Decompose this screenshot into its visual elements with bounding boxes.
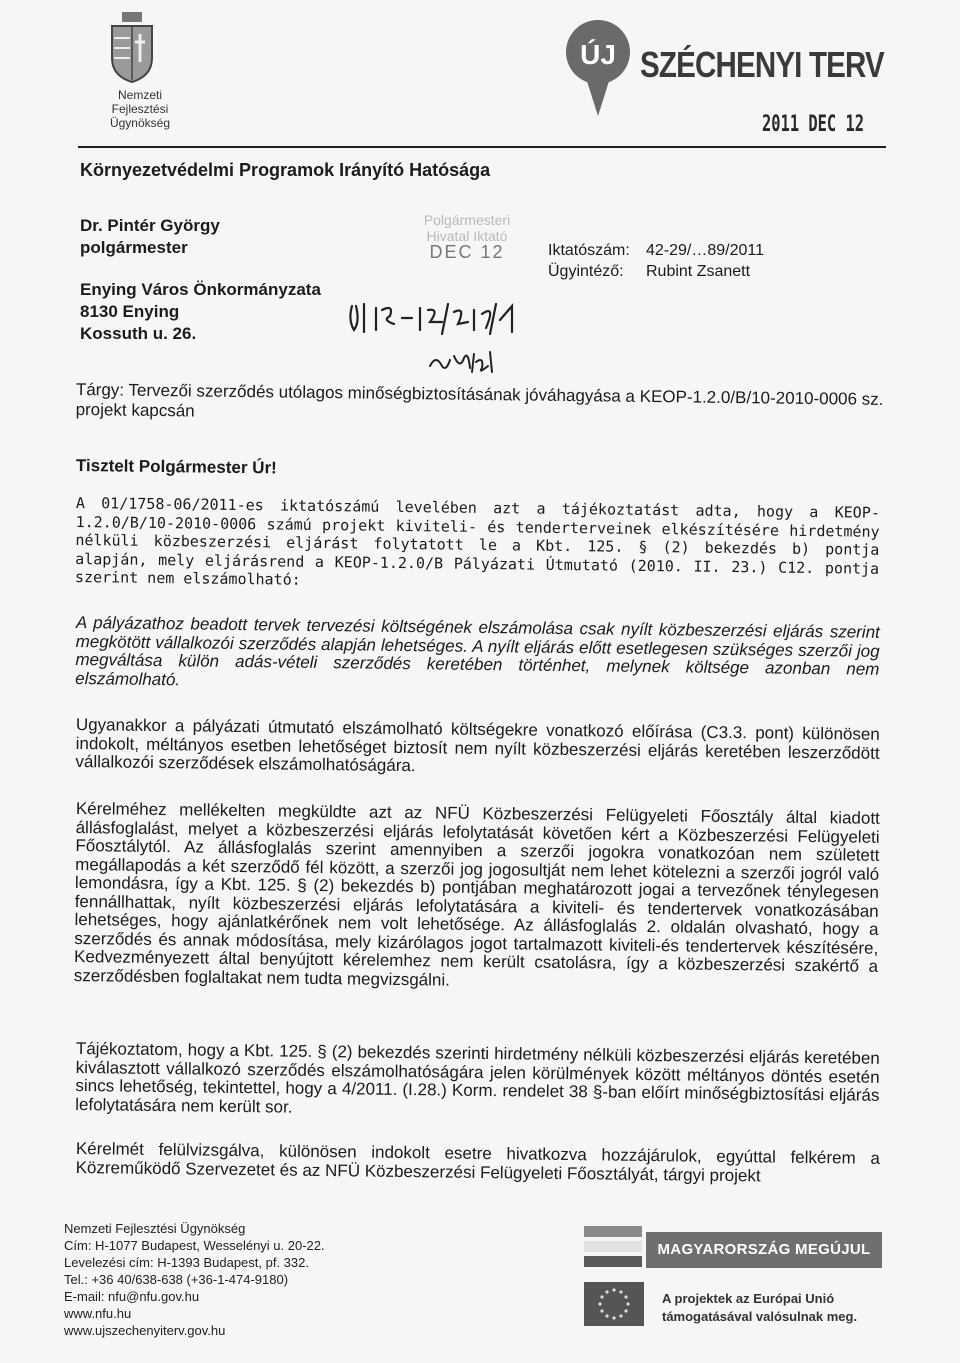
coat-of-arms-icon (108, 12, 156, 84)
header-divider (78, 146, 886, 148)
agency-name-line1: Nemzeti (117, 88, 162, 102)
contact-website-nfu: www.nfu.hu (64, 1306, 132, 1321)
recipient-city: 8130 Enying (80, 302, 180, 321)
subject-line: Tárgy: Tervezői szerződés utólagos minőségbiztosításának jóváhagyása a KEOP-1.2.0/B/10-2010-0006 sz. projekt kapcsán (75, 380, 884, 421)
salutation: Tisztelt Polgármester Úr! (75, 456, 277, 478)
contact-phone: Tel.: +36 40/638-638 (+36-1-474-9180) (64, 1272, 289, 1287)
incoming-stamp-line1: Polgármesteri (423, 212, 511, 228)
brand-badge-text: ÚJ (580, 39, 616, 70)
paragraph-3: Ugyanakkor a pályázati útmutató elszámolható költségekre vonatkozó előírása (C3.3. pont) különösen indokolt, méltányos esetben lehetőséget biztosít nem nyílt közbeszerzési eljárás keretében leszerződött vállalkozói szerződések elszámolhatóságára. (75, 715, 880, 776)
clerk-value: Rubint Zsanett (646, 263, 751, 280)
contact-postal: Levelezési cím: H-1393 Budapest, pf. 332. (64, 1255, 309, 1270)
eu-support-text (662, 1290, 857, 1326)
eu-flag-icon (584, 1282, 644, 1326)
brand-name: SZÉCHENYI TERV (640, 44, 884, 85)
handwritten-reference-number (346, 300, 526, 336)
slogan-banner: MAGYARORSZÁG MEGÚJUL (646, 1232, 882, 1268)
incoming-stamp-date: DEC 12 (429, 242, 505, 262)
paragraph-6: Kérelmét felülvizsgálva, különösen indokolt esetre hivatkozva hozzájárulok, egyúttal felkérem a Közreműködő Szervezetet és az NFÜ Közbeszerzési Felügyeleti Főosztályát, tárgyi projekt (75, 1139, 880, 1185)
uj-badge-icon (562, 18, 634, 118)
eu-support-line1: A projektek az Európai Unió (662, 1291, 835, 1306)
paragraph-4: Kérelméhez mellékelten megküldte azt az NFÜ Közbeszerzési Felügyeleti Főosztály által kiadott állásfoglalást, melyet a közbeszerzési eljárás lefolytatását követően kért a Közbeszerzési Felügyeleti Főosztálytól. Az állásfoglalás szerint amennyiben a szerzői jogokra vonatkozóan nem született megállapodás a két szerződő fél között, a szerzői jog jogosultját nem lehet kötelezni a szerzői jogról való lemondásra, így a Kbt. 125. § (2) bekezdés b) pontjában meghatározott jogai a tervezőnek ténylegesen fennállhattak, nyílt közbeszerzési eljárás lefolytatására a kiviteli- és tendertervek vonatkozásában lehetséges, hogy ajánlatkérőnek nem volt lehetősége. Az állásfoglalás 2. oldalán olvasható, hogy a szerződés és annak módosítása, mely kizárólagos jogot tartalmazott kiviteli-és tendertervek készítésére, Kedvezményezett által benyújtott kérelemhez nem került csatolásra, így a közbeszerzési szakértő a szerződésben foglaltakat nem tudta megvizsgálni. (73, 799, 880, 990)
agency-name-line2: Fejlesztési Ügynökség (109, 102, 171, 130)
incoming-stamp-line2: Hivatal Iktató (426, 228, 508, 244)
recipient-block (80, 215, 321, 345)
contact-website-ujszechenyi: www.ujszechenyiterv.gov.hu (64, 1323, 226, 1338)
contact-email: E-mail: nfu@nfu.gov.hu (64, 1289, 200, 1304)
recipient-title: polgármester (80, 238, 188, 257)
reference-value: 42-29/…89/2011 (646, 242, 765, 259)
paragraph-1: A 01/1758-06/2011-es iktatószámú levelében azt a tájékoztatást adta, hogy a KEOP-1.2.0/B/10-2010-0006 számú projekt kiviteli- és tenderterveinek elkészítésére hirdetmény nélküli közbeszerzési eljárást folytatott le a Kbt. 125. § (2) bekezdés b) pontja alapján, mely eljárásrend a KEOP-1.2.0/B Pályázati Útmutató (2010. II. 23.) C12. pontja szerint nem elszámolható: (74, 494, 880, 589)
agency-name (80, 88, 200, 130)
handwritten-signature (426, 346, 496, 376)
reference-block (548, 240, 764, 282)
contact-agency: Nemzeti Fejlesztési Ügynökség (64, 1221, 246, 1236)
footer-contact (64, 1220, 325, 1339)
received-date-stamp: 2011 DEC 12 (762, 112, 864, 137)
eu-support-line2: támogatásával valósulnak meg. (662, 1309, 858, 1324)
recipient-street: Kossuth u. 26. (80, 324, 197, 343)
paragraph-2-quote: A pályázathoz beadott tervek tervezési költségének elszámolása csak nyílt közbeszerzési eljárás szerint megkötött vállalkozói szerződés alapján lehetséges. A nyílt eljárás előtt esetlegesen szükséges szerzői jog megváltása külön adás-vételi szerződés keretében történhet, melynek költsége azonban nem elszámolható. (75, 613, 880, 689)
recipient-name: Dr. Pintér György (80, 216, 220, 235)
clerk-label: Ügyintéző: (548, 263, 624, 280)
paragraph-5: Tájékoztatom, hogy a Kbt. 125. § (2) bekezdés szerinti hirdetmény nélküli közbeszerzési eljárás keretében kiválasztott vállalkozó szerződés elszámolhatóságára jelen körülmények között méltányos döntés esetén sincs lehetőség, tekintettel, hogy a 4/2011. (I.28.) Korm. rendelet 38 §-ban előírt minőségbiztosítási eljárás lefolytatására nem került sor. (75, 1039, 880, 1117)
recipient-org: Enying Város Önkormányzata (80, 280, 321, 299)
authority-name: Környezetvédelmi Programok Irányító Hatósága (80, 160, 491, 180)
hungarian-flag-icon (584, 1226, 642, 1272)
contact-address: Cím: H-1077 Budapest, Wesselényi u. 20-22. (64, 1238, 325, 1253)
reference-label: Iktatószám: (548, 242, 630, 259)
incoming-stamp (382, 212, 552, 272)
